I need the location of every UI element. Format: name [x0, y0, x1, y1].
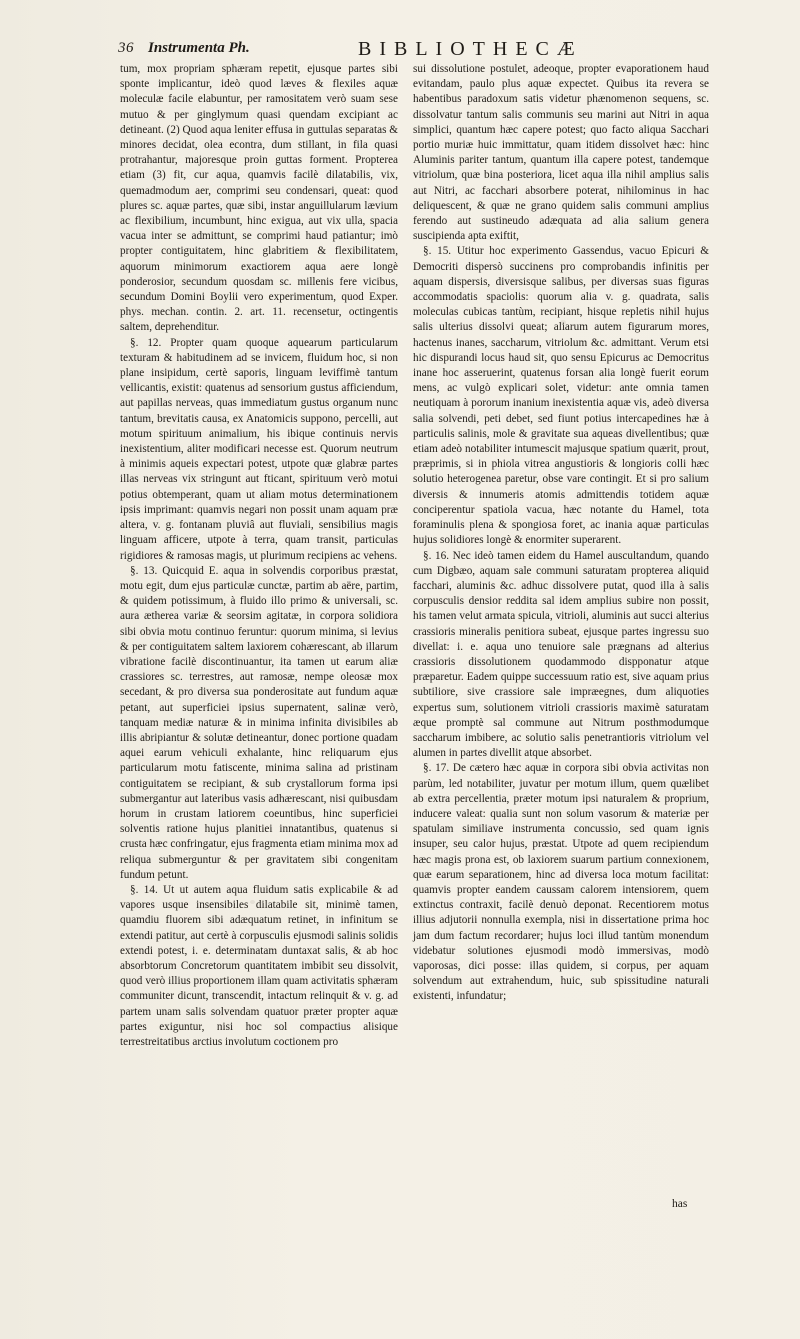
running-head-title: Instrumenta Ph. — [148, 40, 250, 56]
page-number: 36 — [118, 40, 134, 56]
left-text-column — [120, 62, 398, 1050]
right-text-column — [413, 62, 709, 1005]
running-head — [118, 38, 798, 60]
paper-spot — [560, 320, 566, 325]
running-head-journal: BIBLIOTHECÆ — [358, 38, 583, 60]
paper-spot — [250, 900, 255, 904]
catchword: has — [672, 1198, 688, 1210]
paragraph: §. 16. Nec ideò tamen eidem du Hamel auscultandum, quando cum Digbæo, aquam sale communi saturatam propterea aliquid facchari, aluminis &c. adhuc dissolvere putat, quod illa à salis corpusculis densior reddita sal idem amplius subire non possit, his tamen velut armata spicula, vitrioli, aluminis aut succi alterius crassioris mineralis penitiora subeat, ejusque partes ingressu suo divellat: i. e. aqua uno tenuiore sale prægnans ad alterius crassioris dissolutionem quodammodo dispponatur atque præparetur. Eadem quippe successuum ratio est, sive aquam prius subtiliore, sive crassiore sale impræegnes, dum aliquoties expertus sum, solutionem vitrioli crassioris maximè saturatam æque promptè sal commune aut Nitrum posthmodumque saccharum imbibere, ac solutio salis penetrantioris vitriolum vel alumen in partes divellit atque absorbet. — [413, 549, 709, 760]
paragraph: §. 14. Ut ut autem aqua fluidum satis explicabile & ad vapores usque insensibiles dilatabile sit, minimè tamen, quamdiu fluorem sibi adæquatum retinet, in infinitum se extendi patitur, aut certè à corpusculis ejusmodi salinis solidis extendi potest, i. e. determinatam duntaxat salis, & ab hoc absorbtorum Concretorum quantitatem imbibit seu dissolvit, quod verò illius proportionem illam quam activitatis sphæram communiter dicunt, transcendit, intactum relinquit & v. g. ad partem unam salis solvendam quatuor præter propter aquæ partes exiguntur, nisi hoc sol compactius alisique terrestreitatibus arctius involutum coctionem pro — [120, 883, 398, 1048]
paragraph: §. 15. Utitur hoc experimento Gassendus, vacuo Epicuri & Democriti dispersò succinens pro comprobandis infinitis per aquam dispersis, diversisque salibus, per diversas suas figuras accommodatis spaciolis: quorum alia v. g. quadrata, salis moleculas cubicas tantùm, recipiant, hisque repletis nihil hujus salis ulterius dissolvi queat; aliarum autem figurarum mores, hactenus inanes, saccharum, vitriolum &c. admittant. Verum etsi hic dispurandi locus haud sit, quo sensu Epicurus ac Democritus inane hoc asseruerint, quatenus forsan alia longè fuerit eorum mens, ac vulgò explicari solet, videtur: ante omnia tamen neutiquam à pororum inanium inexistentia aquæ vis, adeò diversa salia solvendi, peti debet, sed fiunt potius intercapedines hæ à particulis salinis, mole & gravitate sua aqueas divellentibus; quæ etiam adeò notabiliter intumescit majusque spatium quærit, prout, præprimis, si in phiola vitrea angustioris & longioris colli hæc solutio heterogenea paretur, obse vare contingit. Et si pro salium diversis & innumeris atomis admittendis totidem aquæ conciperentur spatiola vacua, hæc notante du Hamel, tota foraminulis plena & spongiosa foret, ac inania aquæ particulas hujus solidiores longè & enormiter superarent. — [413, 245, 709, 547]
paragraph: sui dissolutione postulet, adeoque, propter evaporationem haud evitandam, paulo plus aquæ expectet. Quibus ita revera se habentibus paradoxum satis videtur phænomenon sequens, sc. dissolvatur tantum salis communis seu marini aut Nitri in aqua simplici, quantum hæc capere potest; quo facto aliqua Sacchari portio muriæ huic immittatur, quam itidem dissolvet hæc: hinc Aluminis pariter tantum, quantum illa capere potest, tandemque vitriolum, quæ bina posteriora, licet aqua illa nihil amplius salis aut Nitri, ac facchari absorbere poterat, nihilominus in hac deliquescent, & quæ ne grano quidem salis communi amplius ferendo aut sustineudo adæquata ad alia salium genera suscipienda apta exiftit, — [413, 63, 709, 243]
paragraph: §. 17. De cætero hæc aquæ in corpora sibi obvia activitas non parùm, led notabiliter, juvatur per motum illum, quem quælibet ab extra percellentia, præter motum ipsi naturalem & proprium, inducere valeat: qualia sunt non solum vasorum & materiæ per spatulam similiave instrumenta concussio, sed quam ignis insuper, seu calor hujus, præstat. Utpote ad quem recipiendum hæc magis prona est, ob laxiorem suarum partium connexionem, quæ earum separationem, hinc ad diversa loca motum facilitat: quamvis propter eandem caussam calorem intensiorem, quem extinctus contraxit, facilè denuò deponat. Recentiorem motus illius adjutorii nonnulla exempla, nisi in dissertatione prima hoc jam dum factum recordarer; hujus loci illud tantùm monendum videbatur solutiones ejusmodi modò immersivas, modò vaporosas, dici posse: illas quidem, si corpus, per aquam solvendum aut extrahendum, huic, sub spissitudine naturali existenti, infundatur; — [413, 762, 709, 1003]
paragraph: §. 12. Propter quam quoque aquearum particularum texturam & habitudinem ad se invicem, fluidum hoc, si non plane insipidum, certè saporis, linguam leviffimè tantum vellicantis, existit: quatenus ad sensorium gustus afficiendum, aut papillas nerveas, quas immediatum gustus organum nunc tantum, brevitatis causa, ex Anatomicis suppono, percelli, aut motum spirituum animalium, his ibique continuis nervis inexistentium, aliter modificari necesse est. Quorum neutrum à minimis aqueis expectari potest, utpote quæ glabræ partes illas nerveas vix stringunt aut fticant, spirituum verò motui potius obtemperant, quam ut aliam motus determinationem ipsis imprimant: quamvis negari non possit unam aquam præ altera, v. g. fontanam pluviâ aut fluviali, sensibilius magis linguam afficere, utpote à terra, quam transit, particulas rigidiores & ramosas magis, ut plurimum recipiens ac vehens. — [120, 336, 398, 562]
paragraph: tum, mox propriam sphæram repetit, ejusque partes sibi sponte implicantur, ideò quod læves & flexiles aquæ moleculæ facile elabuntur, per ramositatem verò suam sese mutuo & per ginglymum quasi quendam excipiant ac detineant. (2) Quod aqua leniter effusa in guttulas separatas & minores decidat, olea econtra, dum stillant, in fila quasi protrahantur, majoresque proin guttas forment. Propterea etiam (3) fit, cur aqua, quamvis facilè dilatabilis, vix, quemadmodum aer, comprimi seu condensari, queat: quod plures sc. aquæ partes, quæ sibi, instar anguillularum lævium ac flexibilium, incumbunt, hinc exigua, aut vix ulla, spacia vacua inter se admittunt, se comprimi haud patiantur; imò propter contiguitatem, hinc glabritiem & flexibilitatem, aquorum minimorum exactiorem aqua aere longè ponderosior, secundum quosdam sc. millenis fere vicibus, secundum Domini Boylii vero experimentum, quod Exper. phys. mechan. contin. 2. art. 11. recensetur, octingentis saltem, deprehenditur. — [120, 63, 398, 334]
paragraph: §. 13. Quicquid E. aqua in solvendis corporibus præstat, motu egit, dum ejus particulæ cunctæ, partim ab aëre, partim, & quidem potissimum, à fluido illo primo & universali, sc. aura ætherea variæ & seorsim agitatæ, in corpora solidiora sibi obvia motu continuo feruntur: quorum minima, si levius & per contiguitatem saltem laxiorem cohærescant, ab illarum vibratione facilè discontinuantur, ita tamen ut earum aliæ crassiores sc. terrestres, aut ramosæ, nempe oleosæ mox secedant, & pro diversa sua ponderositate aut fundum aquæ petant, aut superficiei ipsius supernatent, salinæ verò, tanquam mediæ naturæ & in minima infinita divisibiles ab illis abripiantur & solutæ detineantur, donec portione quadam aquei earum vehiculi exhalante, hinc reliquarum ejus particularum motu fatiscente, minima salina ad pristinam contiguitatem se recipiant, & sub crystallorum forma ipsi submergantur aut lateribus vasis adhærescant, nisi quibusdam horum in crustam latiorem coeuntibus, hinc superficiei solventis ratione hujus planitiei innatantibus, quatenus si crusta hæc confringatur, ejus fragmenta etiam minima mox ad reliqua submerguntur & per gravitatem sibi congenitam fundum petunt. — [120, 564, 398, 881]
